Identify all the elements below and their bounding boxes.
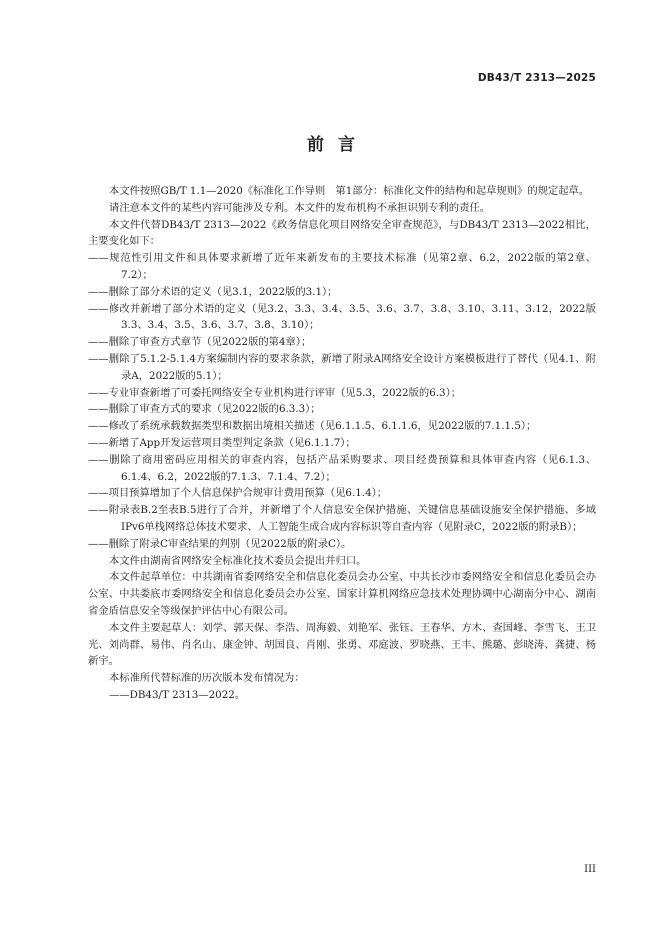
change-item: ——修改了系统承载数据类型和数据出境相关描述（见6.1.1.5、6.1.1.6，见2022版的7.1.1.5）； [88, 420, 537, 433]
change-item: ——专业审查新增了可委托网络安全专业机构进行评审（见5.3，2022版的6.3）； [88, 386, 462, 399]
paragraph: 本文件由湖南省网络安全标准化技术委员会提出并归口。 [109, 554, 367, 567]
change-item: ——删除了商用密码应用相关的审查内容，包括产品采购要求、项目经费预算和具体审查内容（见6.1.3、6.1.4、6.2，2022版的7.1.3、7.1.4、7.2）； [88, 453, 596, 483]
change-item: ——删除了5.1.2-5.1.4方案编制内容的要求条款，新增了附录A网络安全设计方案模板进行了替代（见4.1、附录A，2022版的5.1）； [88, 352, 596, 382]
change-item: ——删除了审查方式章节（见2022版的第4章）； [88, 336, 312, 349]
paragraph: 本文件起草单位：中共湖南省委网络安全和信息化委员会办公室、中共长沙市委网络安全和信息化委员会办公室、中共娄底市委网络安全和信息化委员会办公室、国家计算机网络应急技术处理协调中心湖南分中心、湖南省金盾信息安全等级保护评估中心有限公司。 [88, 571, 596, 617]
paragraph: 本文件按照GB/T 1.1—2020《标准化工作导则 第1部分：标准化文件的结构和起草规则》的规定起草。 [109, 185, 590, 197]
page-number: III [584, 864, 596, 875]
change-item: ——新增了App开发运营项目类型判定条款（见6.1.1.7）； [88, 436, 356, 449]
change-item: ——删除了部分术语的定义（见3.1，2022版的3.1）； [88, 285, 338, 298]
change-item: ——删除了附录C审查结果的判别（见2022版的附录C）。 [88, 537, 352, 550]
paragraph: 本标准所代替标准的历次版本发布情况为： [109, 672, 305, 685]
change-item: ——规范性引用文件和具体要求新增了近年来新发布的主要技术标准（见第2章、6.2，2022版的第2章、7.2）； [88, 252, 596, 281]
change-item: ——删除了审查方式的要求（见2022版的6.3.3）； [88, 403, 321, 416]
change-item: ——修改并新增了部分术语的定义（见3.2、3.3、3.4、3.5、3.6、3.7、3.8、3.10、3.11、3.12，2022版3.3、3.4、3.5、3.6、3.7、3.8、3.10）； [88, 302, 596, 332]
page-title: 前言 [307, 135, 369, 155]
doc-code-header: DB43/T 2313—2025 [477, 72, 596, 84]
change-item: ——附录表B.2至表B.5进行了合并，并新增了个人信息安全保护措施、关键信息基础设施安全保护措施、多域IPv6单栈网络总体技术要求、人工智能生成合成内容标识等自查内容（见附录C，2022版的附录B）； [88, 504, 596, 533]
change-item: ——项目预算增加了个人信息保护合规审计费用预算（见6.1.4）； [88, 487, 388, 500]
history-item: ——DB43/T 2313—2022。 [109, 688, 246, 701]
paragraph: 本文件主要起草人：刘学、郭天保、李浩、周海毅、刘艳军、张钰、王春华、方木、查国峰、李雪飞、王卫光、刘尚群、易伟、肖名山、康金钟、胡国良、肖刚、张勇、邓庭波、罗晓燕、王丰、熊璐、彭晓涛、龚捷、杨新宇。 [88, 621, 596, 668]
document-body [88, 183, 596, 704]
paragraph: 请注意本文件的某些内容可能涉及专利。本文件的发布机构不承担识别专利的责任。 [109, 201, 490, 214]
paragraph: 本文件代替DB43/T 2313—2022《政务信息化项目网络安全审查规范》，与DB43/T 2313—2022相比，主要变化如下： [88, 218, 596, 248]
